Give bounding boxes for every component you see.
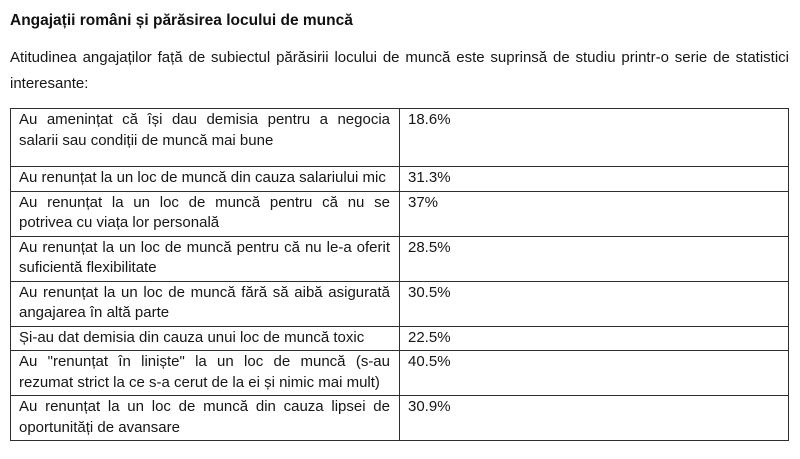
statement-cell: Au amenințat că își dau demisia pentru a negocia salarii sau condiții de muncă mai bune: [11, 109, 400, 167]
percentage-cell: 37%: [400, 191, 789, 236]
table-row: [11, 109, 789, 167]
table-row: [11, 191, 789, 236]
percentage-cell: 31.3%: [400, 167, 789, 192]
table-row: [11, 326, 789, 351]
percentage-cell: 30.5%: [400, 281, 789, 326]
statement-cell: Au renunțat la un loc de muncă fără să aibă asigurată angajarea în altă parte: [11, 281, 400, 326]
statement-cell: Și-au dat demisia din cauza unui loc de muncă toxic: [11, 326, 400, 351]
intro-paragraph: Atitudinea angajaților față de subiectul părăsirii locului de muncă este suprinsă de studiu printr-o serie de statistici interesante:: [10, 49, 789, 92]
percentage-cell: 18.6%: [400, 109, 789, 167]
table-row: [11, 236, 789, 281]
statistics-table: [10, 108, 789, 441]
statement-cell: Au "renunțat în liniște" la un loc de muncă (s-au rezumat strict la ce s-a cerut de la ei și nimic mai mult): [11, 351, 400, 396]
statement-cell: Au renunțat la un loc de muncă pentru că nu se potrivea cu viața lor personală: [11, 191, 400, 236]
table-row: [11, 167, 789, 192]
table-row: [11, 281, 789, 326]
page-title: Angajații români și părăsirea locului de muncă: [10, 12, 353, 29]
table-row: [11, 351, 789, 396]
table-row: [11, 396, 789, 441]
statement-cell: Au renunțat la un loc de muncă pentru că nu le-a oferit suficientă flexibilitate: [11, 236, 400, 281]
percentage-cell: 40.5%: [400, 351, 789, 396]
statement-cell: Au renunțat la un loc de muncă din cauza salariului mic: [11, 167, 400, 192]
percentage-cell: 22.5%: [400, 326, 789, 351]
percentage-cell: 30.9%: [400, 396, 789, 441]
percentage-cell: 28.5%: [400, 236, 789, 281]
statement-cell: Au renunțat la un loc de muncă din cauza lipsei de oportunități de avansare: [11, 396, 400, 441]
